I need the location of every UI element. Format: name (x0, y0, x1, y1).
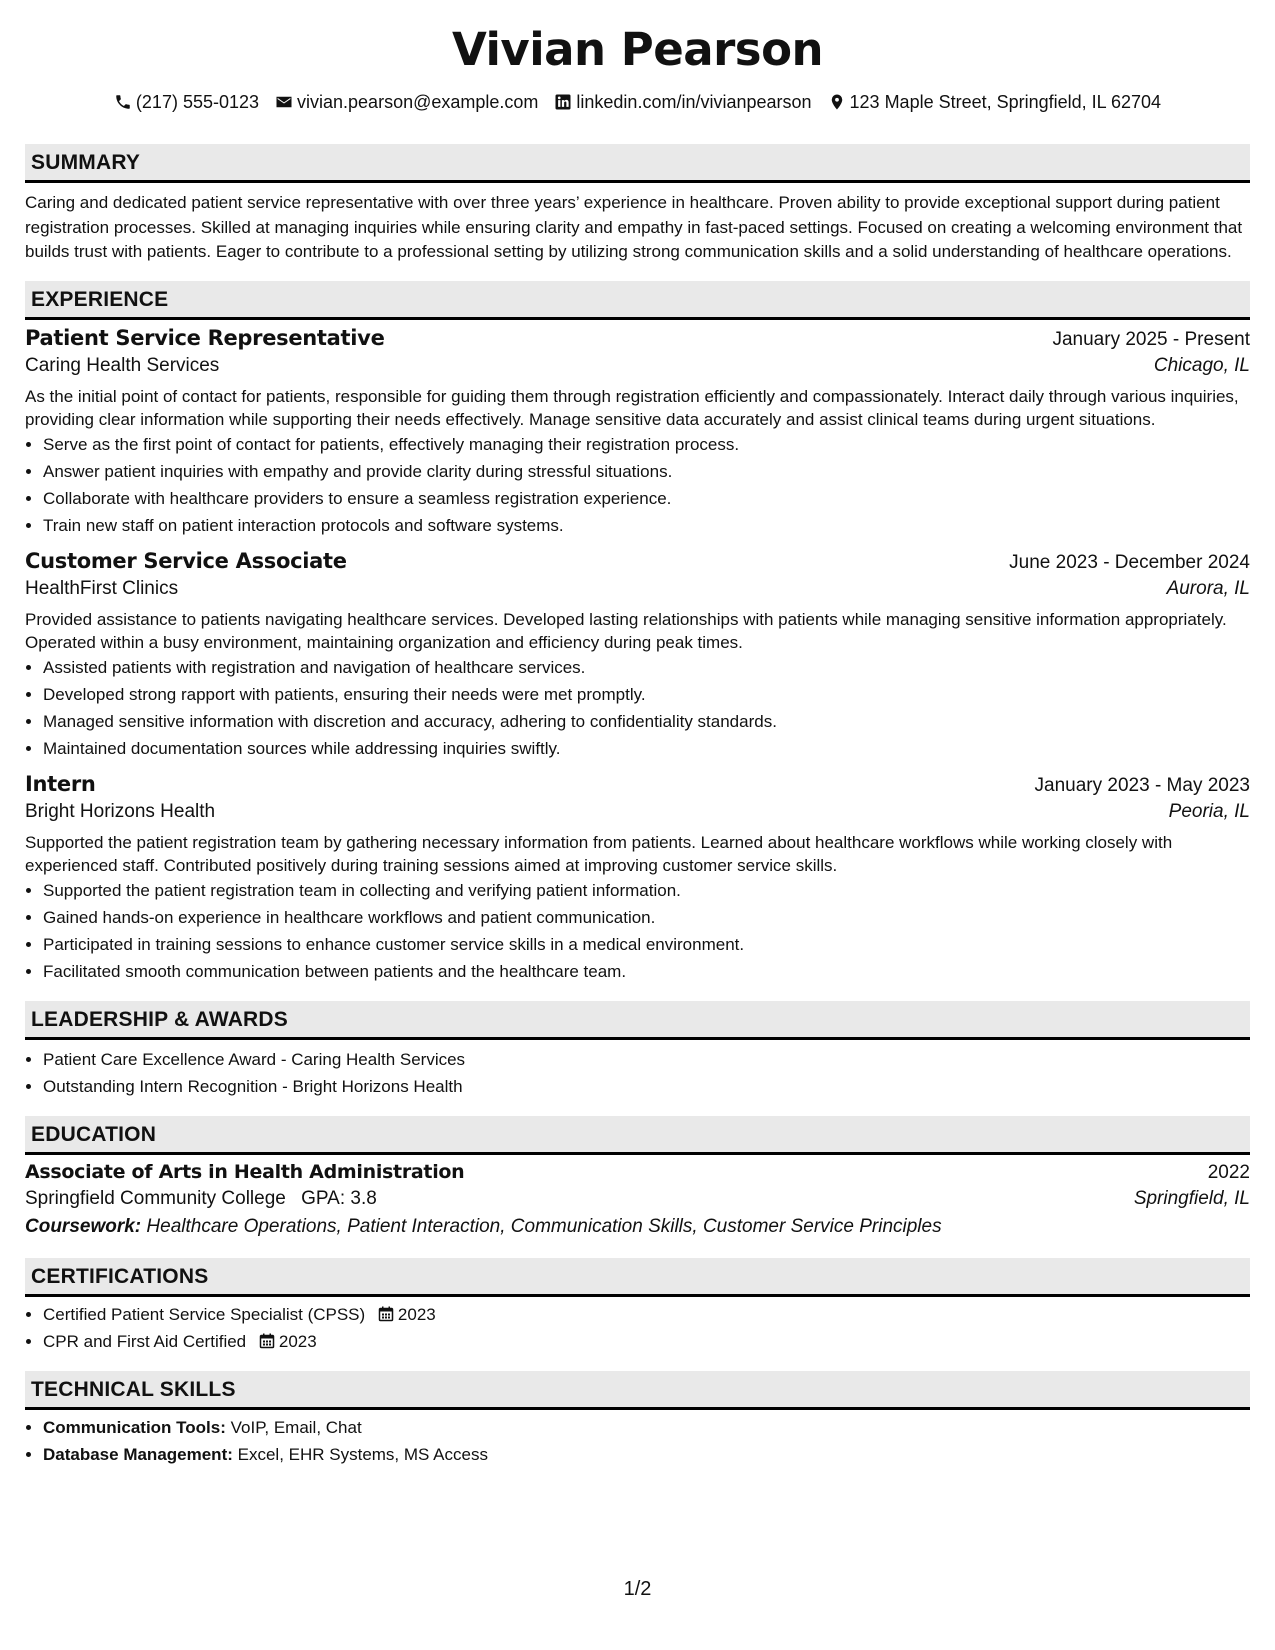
job-entry (25, 326, 1250, 539)
job-company: Caring Health Services (25, 354, 220, 376)
leadership-heading: LEADERSHIP & AWARDS (25, 1001, 1250, 1040)
skills-heading: TECHNICAL SKILLS (25, 1371, 1250, 1410)
calendar-icon (259, 1333, 275, 1349)
experience-heading: EXPERIENCE (25, 281, 1250, 320)
certification-name: CPR and First Aid Certified (43, 1331, 247, 1351)
list-item (43, 1301, 1250, 1328)
certification-year: 2023 (397, 1304, 436, 1324)
contact-bar (25, 90, 1250, 114)
education-heading: EDUCATION (25, 1116, 1250, 1155)
skills-list (25, 1414, 1250, 1468)
gpa: GPA: 3.8 (301, 1187, 377, 1209)
job-entry (25, 772, 1250, 985)
list-item: • Supported the patient registration team in collecting and verifying patient information. (43, 877, 1250, 904)
coursework (25, 1216, 1250, 1238)
job-dates: June 2023 - December 2024 (1009, 551, 1250, 573)
list-item: • Gained hands-on experience in healthcare workflows and patient communication. (43, 904, 1250, 931)
list-item: • Patient Care Excellence Award - Caring Health Services (43, 1046, 1250, 1073)
resume-page (25, 0, 1250, 1468)
list-item: • Serve as the first point of contact for patients, effectively managing their registration process. (43, 431, 1250, 458)
candidate-name: Vivian Pearson (451, 23, 824, 76)
job-location: Aurora, IL (1166, 577, 1250, 599)
job-company: Bright Horizons Health (25, 800, 216, 822)
summary-heading: SUMMARY (25, 144, 1250, 183)
graduation-year: 2022 (1207, 1161, 1250, 1183)
address-text: 123 Maple Street, Springfield, IL 62704 (849, 92, 1162, 112)
job-dates: January 2025 - Present (1052, 328, 1250, 350)
list-item: • Collaborate with healthcare providers to ensure a seamless registration experience. (43, 485, 1250, 512)
school-line (25, 1188, 377, 1210)
list-item: • Answer patient inquiries with empathy and provide clarity during stressful situations. (43, 458, 1250, 485)
education-entry (25, 1161, 1250, 1238)
summary-text: Caring and dedicated patient service representative with over three years’ experience in healthcare. Proven ability to provide exceptional support during patient registration processes. Skilled at managing inquiries while ensuring clarity and empathy in fast-paced settings. Focused on creating a welcoming environment that builds trust with patients. Eager to contribute to a professional setting by utilizing strong communication skills and a solid understanding of healthcare operations. (25, 193, 1243, 261)
calendar-icon (378, 1306, 394, 1322)
job-title: Patient Service Representative (25, 325, 385, 350)
contact-phone (114, 90, 259, 114)
list-item: • Participated in training sessions to enhance customer service skills in a medical environment. (43, 931, 1250, 958)
list-item (43, 1328, 1250, 1355)
job-bullets (25, 431, 1250, 539)
linkedin-text: linkedin.com/in/vivianpearson (576, 92, 812, 112)
school-location: Springfield, IL (1133, 1187, 1250, 1209)
job-title: Customer Service Associate (25, 548, 347, 573)
list-item: • Maintained documentation sources while addressing inquiries swiftly. (43, 735, 1250, 762)
job-title: Intern (25, 771, 96, 796)
phone-icon (114, 93, 132, 111)
list-item: • Managed sensitive information with discretion and accuracy, adhering to confidentiality standards. (43, 708, 1250, 735)
envelope-icon (275, 93, 293, 111)
degree-title: Associate of Arts in Health Administration (25, 1160, 465, 1183)
certification-year: 2023 (278, 1331, 317, 1351)
skill-value: VoIP, Email, Chat (230, 1417, 362, 1437)
awards-list (25, 1046, 1250, 1100)
list-item: • Developed strong rapport with patients, ensuring their needs were met promptly. (43, 681, 1250, 708)
skill-label: Communication Tools: (43, 1417, 226, 1437)
contact-linkedin[interactable] (554, 90, 811, 114)
map-pin-icon (828, 93, 846, 111)
job-description: Supported the patient registration team by gathering necessary information from patients. Learned about healthcare workflows while working closely with experienced staff. Contributed positively during training sessions aimed at improving customer service skills. (25, 832, 1173, 875)
job-company: HealthFirst Clinics (25, 577, 179, 599)
job-description: Provided assistance to patients navigating healthcare services. Developed lasting relationships with patients while managing sensitive information appropriately. Operated within a busy environment, maintaining organization and efficiency during peak times. (25, 609, 1227, 652)
job-dates: January 2023 - May 2023 (1034, 774, 1250, 796)
list-item: • Assisted patients with registration and navigation of healthcare services. (43, 654, 1250, 681)
coursework-list: Healthcare Operations, Patient Interaction, Communication Skills, Customer Service Principles (146, 1215, 942, 1237)
list-item: • Outstanding Intern Recognition - Bright Horizons Health (43, 1073, 1250, 1100)
list-item: • Train new staff on patient interaction protocols and software systems. (43, 512, 1250, 539)
job-bullets (25, 877, 1250, 985)
list-item (43, 1414, 1250, 1441)
contact-email[interactable] (275, 90, 538, 114)
job-entry (25, 549, 1250, 762)
school-name: Springfield Community College (25, 1187, 286, 1209)
job-bullets (25, 654, 1250, 762)
page-number: 1/2 (623, 1578, 652, 1600)
certifications-list (25, 1301, 1250, 1355)
linkedin-icon (554, 93, 572, 111)
email-text: vivian.pearson@example.com (297, 92, 539, 112)
job-location: Chicago, IL (1153, 354, 1250, 376)
job-location: Peoria, IL (1168, 800, 1250, 822)
list-item: • Facilitated smooth communication between patients and the healthcare team. (43, 958, 1250, 985)
certifications-heading: CERTIFICATIONS (25, 1258, 1250, 1297)
coursework-label: Coursework: (25, 1215, 142, 1237)
skill-value: Excel, EHR Systems, MS Access (237, 1444, 488, 1464)
certification-name: Certified Patient Service Specialist (CPSS) (43, 1304, 366, 1324)
phone-text: (217) 555-0123 (135, 92, 260, 112)
contact-address (828, 90, 1162, 114)
list-item (43, 1441, 1250, 1468)
job-description: As the initial point of contact for patients, responsible for guiding them through registration efficiently and compassionately. Interact daily through various inquiries, providing clear information while supporting their needs effectively. Manage sensitive data accurately and assist clinical teams during urgent situations. (25, 386, 1239, 429)
skill-label: Database Management: (43, 1444, 233, 1464)
